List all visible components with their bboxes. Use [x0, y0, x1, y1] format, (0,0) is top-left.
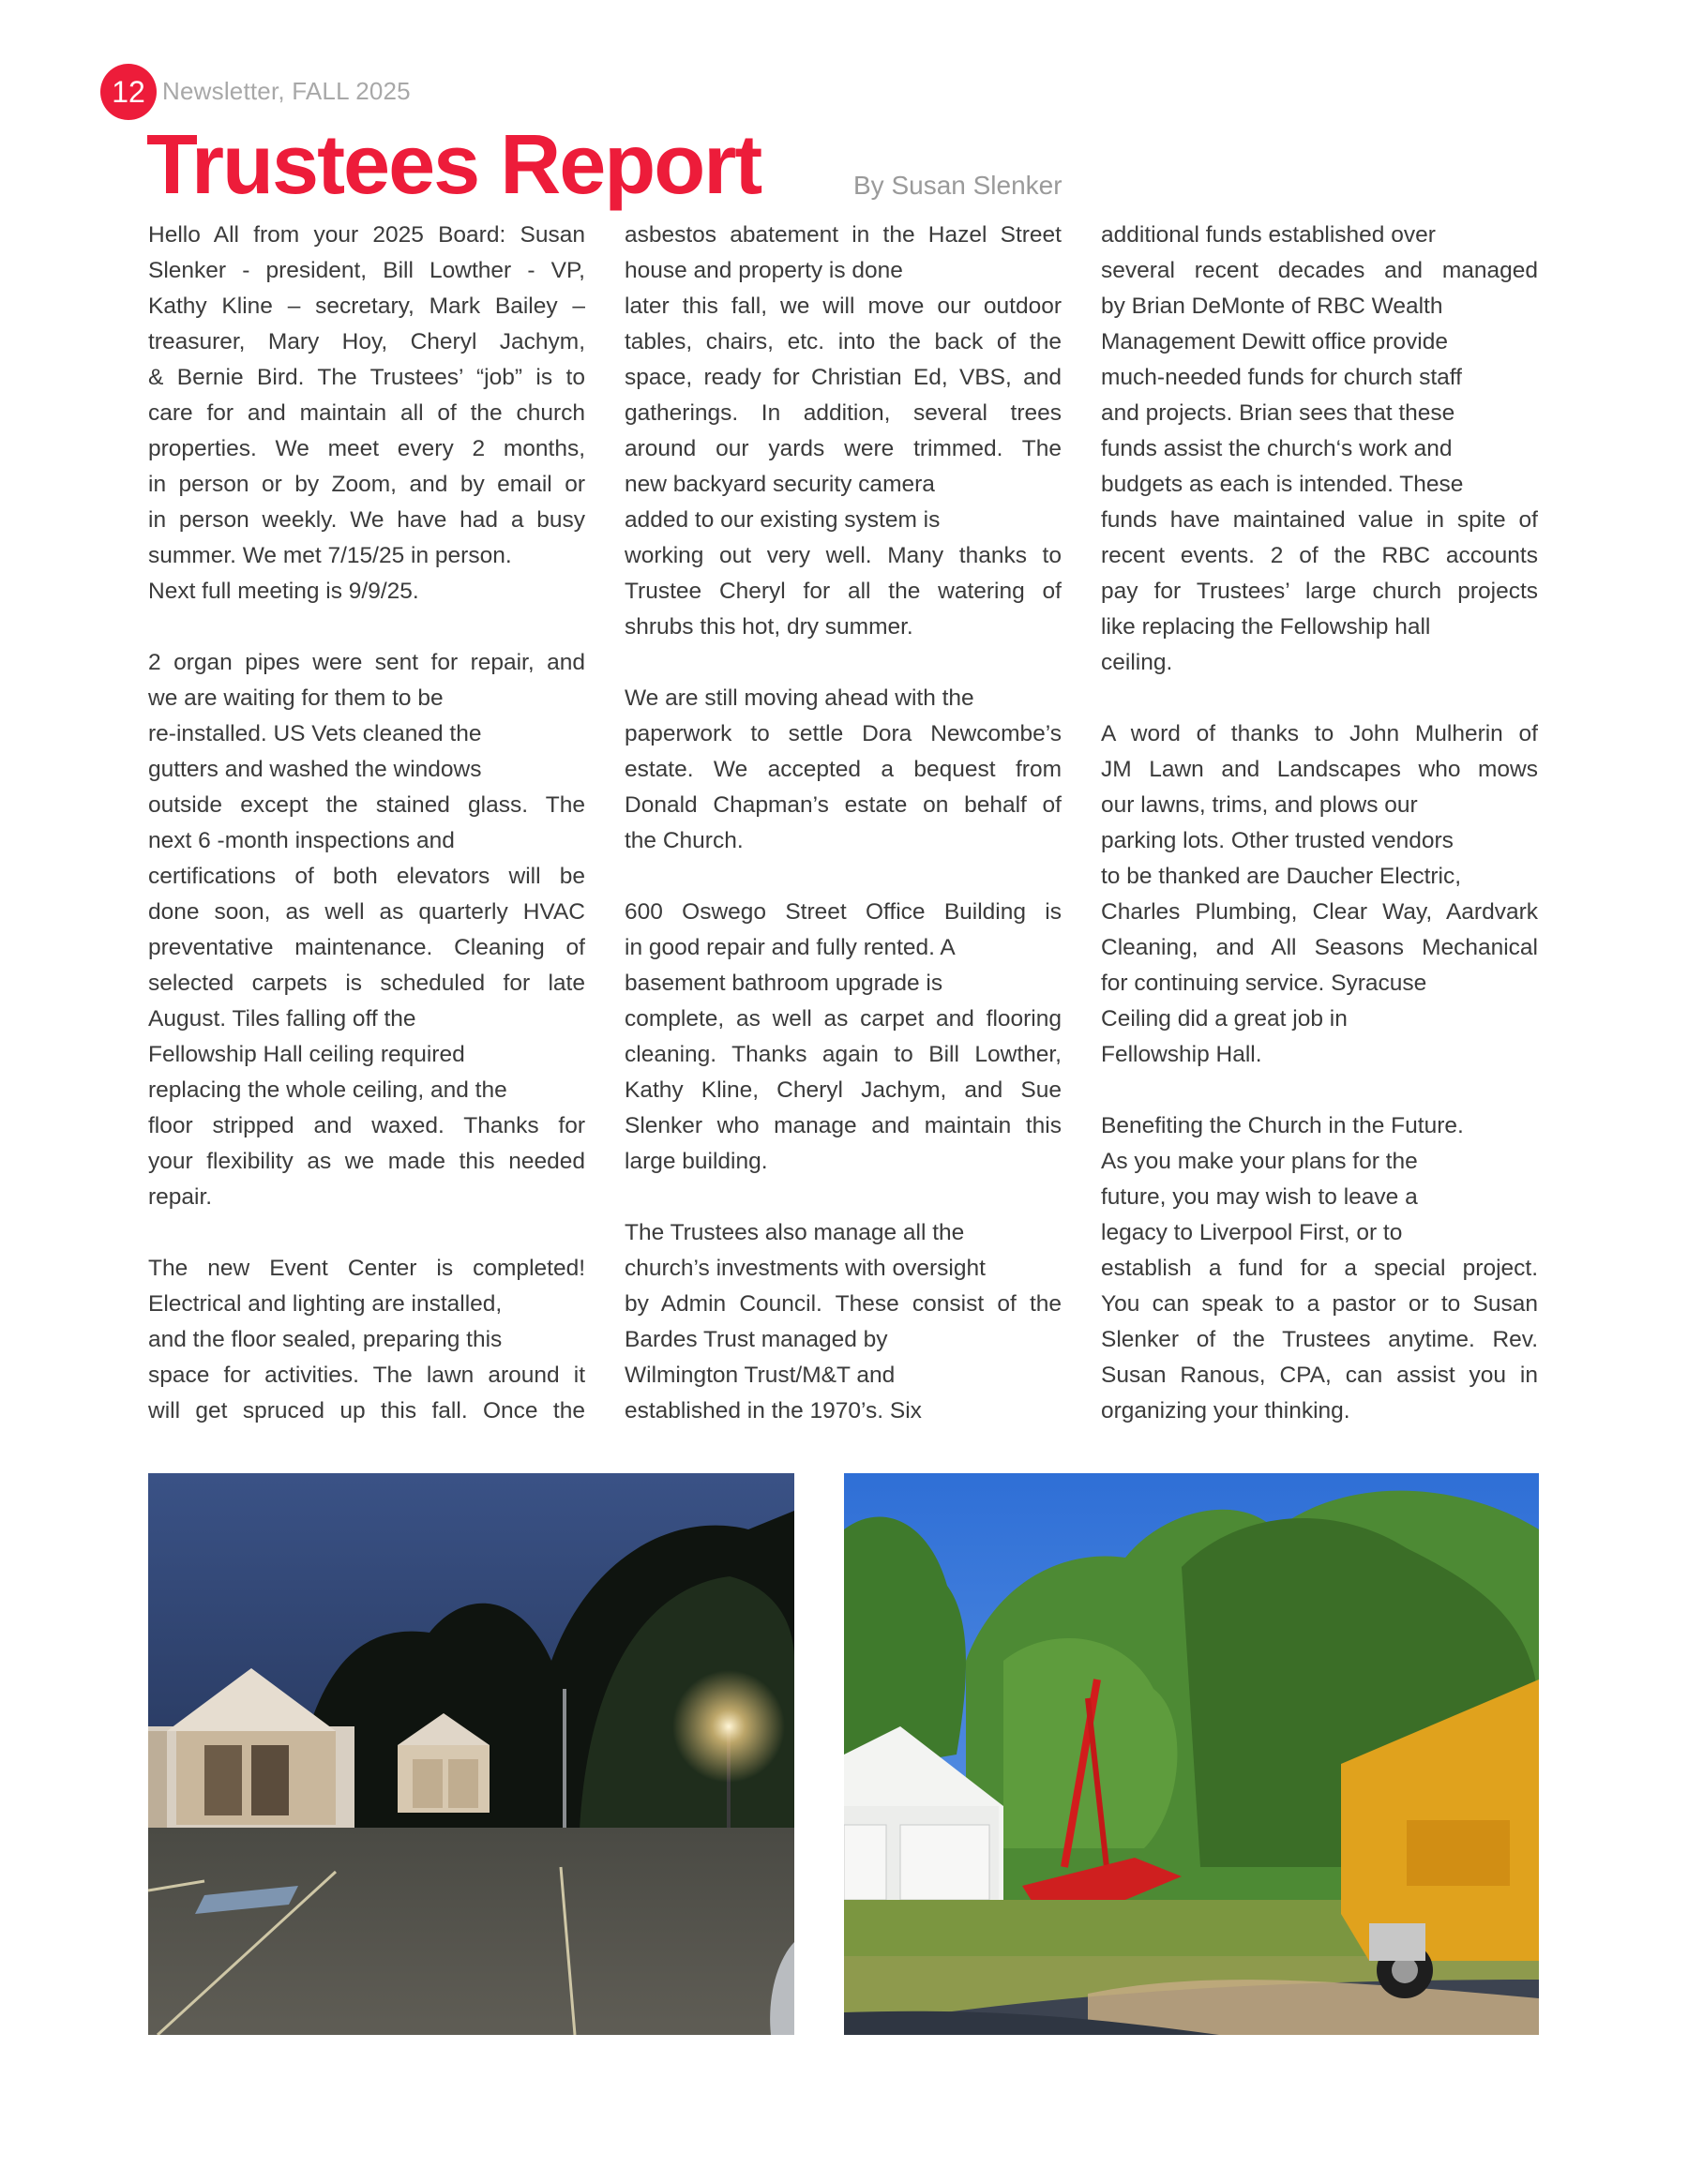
text-line: 2 organ pipes were sent for repair, and: [148, 650, 585, 675]
text-line: We are still moving ahead with the: [625, 685, 974, 711]
text-line: JM Lawn and Landscapes who mows: [1101, 757, 1538, 782]
text-line: established in the 1970’s. Six: [625, 1398, 922, 1423]
text-line: gatherings. In addition, several trees: [625, 400, 1062, 426]
text-line: tables, chairs, etc. into the back of the: [625, 329, 1062, 354]
paragraph: [1101, 1108, 1538, 1429]
text-line: Charles Plumbing, Clear Way, Aardvark: [1101, 899, 1538, 925]
text-line: Fellowship Hall.: [1101, 1042, 1262, 1067]
text-column-2: [625, 218, 1062, 1429]
parking-lot-night-image: [148, 1473, 794, 2035]
text-line: asbestos abatement in the Hazel Street: [625, 222, 1062, 248]
text-line: and the floor sealed, preparing this: [148, 1327, 503, 1352]
text-line: our lawns, trims, and plows our: [1101, 792, 1418, 818]
text-line: Slenker of the Trustees anytime. Rev.: [1101, 1327, 1538, 1352]
text-line: estate. We accepted a bequest from: [625, 757, 1062, 782]
text-line: You can speak to a pastor or to Susan: [1101, 1291, 1538, 1317]
text-line: paperwork to settle Dora Newcombe’s: [625, 721, 1062, 746]
text-line: Management Dewitt office provide: [1101, 329, 1448, 354]
text-line: organizing your thinking.: [1101, 1398, 1350, 1423]
text-line: cleaning. Thanks again to Bill Lowther,: [625, 1042, 1062, 1067]
byline: By Susan Slenker: [853, 171, 1063, 200]
text-line: future, you may wish to leave a: [1101, 1184, 1418, 1210]
text-line: in person weekly. We have had a busy: [148, 507, 585, 533]
paragraph: [625, 1215, 1062, 1429]
text-line: basement bathroom upgrade is: [625, 971, 943, 996]
text-line: August. Tiles falling off the: [148, 1006, 416, 1032]
parking-lot-night-photo: [148, 1473, 794, 2035]
text-line: Slenker who manage and maintain this: [625, 1113, 1062, 1138]
text-line: the Church.: [625, 828, 744, 853]
text-line: The new Event Center is completed!: [148, 1256, 585, 1281]
text-line: Benefiting the Church in the Future.: [1101, 1113, 1464, 1138]
text-line: Ceiling did a great job in: [1101, 1006, 1348, 1032]
text-line: by Admin Council. These consist of the: [625, 1291, 1062, 1317]
text-line: care for and maintain all of the church: [148, 400, 585, 426]
text-line: selected carpets is scheduled for late: [148, 971, 585, 996]
text-line: new backyard security camera: [625, 472, 935, 497]
text-line: Bardes Trust managed by: [625, 1327, 888, 1352]
paragraph: [148, 218, 585, 610]
text-line: large building.: [625, 1149, 768, 1174]
paragraph: [1101, 218, 1538, 681]
paragraph: [625, 895, 1062, 1180]
text-line: repair.: [148, 1184, 213, 1210]
text-line: much-needed funds for church staff: [1101, 365, 1462, 390]
text-line: parking lots. Other trusted vendors: [1101, 828, 1454, 853]
text-line: & Bernie Bird. The Trustees’ “job” is to: [148, 365, 585, 390]
text-line: done soon, as well as quarterly HVAC: [148, 899, 585, 925]
text-line: floor stripped and waxed. Thanks for: [148, 1113, 585, 1138]
text-line: Slenker - president, Bill Lowther - VP,: [148, 258, 585, 283]
text-line: next 6 -month inspections and: [148, 828, 455, 853]
running-head: Newsletter, FALL 2025: [162, 77, 411, 105]
text-line: to be thanked are Daucher Electric,: [1101, 864, 1462, 889]
text-line: certifications of both elevators will be: [148, 864, 585, 889]
text-line: will get spruced up this fall. Once the: [148, 1398, 585, 1423]
text-line: Wilmington Trust/M&T and: [625, 1363, 896, 1388]
text-line: like replacing the Fellowship hall: [1101, 614, 1431, 640]
text-line: re-installed. US Vets cleaned the: [148, 721, 482, 746]
text-line: recent events. 2 of the RBC accounts: [1101, 543, 1538, 568]
text-line: treasurer, Mary Hoy, Cheryl Jachym,: [148, 329, 585, 354]
page-number-badge: 12: [100, 64, 157, 120]
text-line: As you make your plans for the: [1101, 1149, 1418, 1174]
paragraph: [1101, 716, 1538, 1073]
paragraph: [148, 1251, 585, 1429]
text-line: your flexibility as we made this needed: [148, 1149, 585, 1174]
article-title: Trustees Report: [146, 118, 761, 212]
text-line: complete, as well as carpet and flooring: [625, 1006, 1062, 1032]
text-line: budgets as each is intended. These: [1101, 472, 1464, 497]
text-line: Electrical and lighting are installed,: [148, 1291, 503, 1317]
text-line: Donald Chapman’s estate on behalf of: [625, 792, 1062, 818]
text-line: Next full meeting is 9/9/25.: [148, 579, 419, 604]
text-line: and projects. Brian sees that these: [1101, 400, 1455, 426]
text-line: in good repair and fully rented. A: [625, 935, 956, 960]
text-line: shrubs this hot, dry summer.: [625, 614, 913, 640]
text-line: Kathy Kline – secretary, Mark Bailey –: [148, 294, 585, 319]
tree-trimming-photo: [844, 1473, 1539, 2035]
text-line: by Brian DeMonte of RBC Wealth: [1101, 294, 1443, 319]
text-line: outside except the stained glass. The: [148, 792, 585, 818]
text-line: space for activities. The lawn around it: [148, 1363, 585, 1388]
text-line: funds have maintained value in spite of: [1101, 507, 1538, 533]
text-line: several recent decades and managed: [1101, 258, 1538, 283]
text-line: Susan Ranous, CPA, can assist you in: [1101, 1363, 1538, 1388]
text-line: church’s investments with oversight: [625, 1256, 986, 1281]
text-line: A word of thanks to John Mulherin of: [1101, 721, 1538, 746]
text-line: gutters and washed the windows: [148, 757, 482, 782]
text-column-3: [1101, 218, 1538, 1429]
text-line: preventative maintenance. Cleaning of: [148, 935, 585, 960]
text-line: legacy to Liverpool First, or to: [1101, 1220, 1403, 1245]
paragraph: [625, 681, 1062, 859]
text-line: for continuing service. Syracuse: [1101, 971, 1427, 996]
text-line: properties. We meet every 2 months,: [148, 436, 585, 461]
paragraph: [625, 218, 1062, 645]
text-line: Hello All from your 2025 Board: Susan: [148, 222, 585, 248]
text-line: summer. We met 7/15/25 in person.: [148, 543, 512, 568]
text-line: replacing the whole ceiling, and the: [148, 1077, 507, 1103]
text-column-1: [148, 218, 585, 1429]
text-line: funds assist the church‘s work and: [1101, 436, 1453, 461]
text-line: pay for Trustees’ large church projects: [1101, 579, 1538, 604]
text-line: The Trustees also manage all the: [625, 1220, 965, 1245]
text-line: Fellowship Hall ceiling required: [148, 1042, 465, 1067]
text-line: we are waiting for them to be: [148, 685, 444, 711]
text-line: working out very well. Many thanks to: [625, 543, 1062, 568]
text-line: Cleaning, and All Seasons Mechanical: [1101, 935, 1538, 960]
text-line: additional funds established over: [1101, 222, 1436, 248]
text-line: Trustee Cheryl for all the watering of: [625, 579, 1062, 604]
text-line: 600 Oswego Street Office Building is: [625, 899, 1062, 925]
text-line: in person or by Zoom, and by email or: [148, 472, 585, 497]
text-line: space, ready for Christian Ed, VBS, and: [625, 365, 1062, 390]
text-line: ceiling.: [1101, 650, 1173, 675]
text-line: house and property is done: [625, 258, 903, 283]
text-line: later this fall, we will move our outdoor: [625, 294, 1062, 319]
text-line: added to our existing system is: [625, 507, 941, 533]
tree-trimming-image: [844, 1473, 1539, 2035]
text-line: establish a fund for a special project.: [1101, 1256, 1538, 1281]
text-line: Kathy Kline, Cheryl Jachym, and Sue: [625, 1077, 1062, 1103]
text-line: around our yards were trimmed. The: [625, 436, 1062, 461]
paragraph: [148, 645, 585, 1215]
